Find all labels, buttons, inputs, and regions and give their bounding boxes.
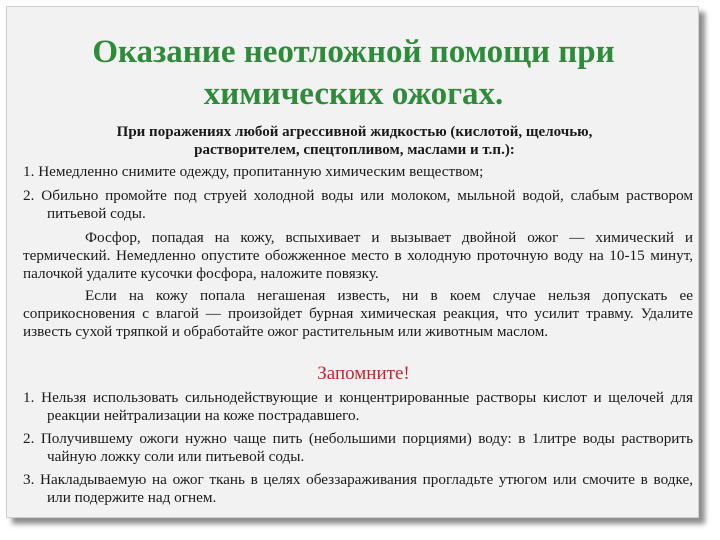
lime-paragraph: Если на кожу попала негашеная известь, ни в коем случае нельзя допускать ее соприкосновения с влагой — произойдет бурная химическая реакция, что усилит травму. Удалите известь сухой тряпкой и обработайте ожог растительным или животным маслом.: [23, 287, 693, 340]
step-item-2: 2. Обильно промойте под струей холодной воды или молоком, мыльной водой, слабым раствором питьевой соды.: [23, 187, 693, 222]
slide-title-line-1: Оказание неотложной помощи при: [92, 34, 615, 70]
intro-line-2: растворителем, спецтопливом, маслами и т.п.):: [194, 142, 515, 158]
remember-item-1: 1. Нельзя использовать сильнодействующие и концентрированные растворы кислот и щелочей для реакции нейтрализации на коже пострадавшего.: [23, 389, 693, 424]
slide: [6, 6, 699, 518]
phosphorus-paragraph: Фосфор, попадая на кожу, вспыхивает и вызывает двойной ожог — химический и термический. Немедленно опустите обожженное место в холодную проточную воду на 10-15 минут, палочкой удалите кусочки фосфора, наложите повязку.: [23, 229, 693, 282]
remember-item-3: 3. Накладываемую на ожог ткань в целях обеззараживания прогладьте утюгом или смочите в водке, или подержите над огнем.: [23, 471, 693, 506]
intro-text: [47, 123, 662, 159]
remember-heading: Запомните!: [317, 363, 410, 384]
slide-title-line-2: химических ожогах.: [203, 76, 504, 112]
remember-item-2: 2. Получившему ожоги нужно чаще пить (небольшими порциями) воду: в 1литре воды растворить чайную ложку соли или питьевой соды.: [23, 430, 693, 465]
slide-title: [7, 31, 700, 115]
step-item-1: 1. Немедленно снимите одежду, пропитанную химическим веществом;: [23, 163, 484, 180]
intro-line-1: При поражениях любой агрессивной жидкостью (кислотой, щелочью,: [116, 124, 593, 140]
